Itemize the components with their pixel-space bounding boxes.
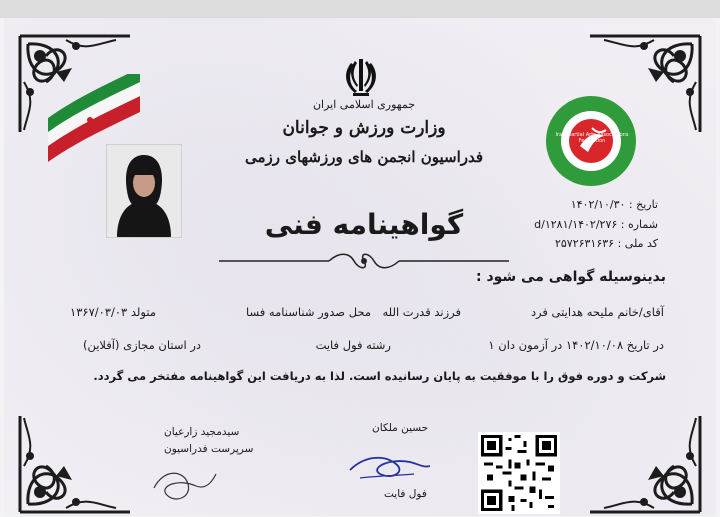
signature-left-icon [144, 458, 224, 513]
birthplace: محل صدور شناسنامه فسا [246, 305, 371, 319]
national-code-label: کد ملی : [617, 237, 658, 250]
signatory-left-role: سرپرست فدراسیون [164, 443, 254, 455]
iran-emblem-icon [339, 55, 383, 99]
province: در استان مجازی (آفلاین) [82, 338, 201, 352]
signature-right-icon [344, 446, 434, 486]
date-value: ۱۴۰۲/۱۰/۳۰ [570, 198, 626, 211]
qr-code-icon [478, 432, 560, 514]
holder-name: آقای/خانم ملیحه هدایتی فرد [530, 305, 664, 319]
exam-info: در تاریخ ۱۴۰۲/۱۰/۰۸ در آزمون دان ۱ [488, 338, 664, 352]
ministry-heading: وزارت ورزش و جوانان [282, 118, 446, 138]
discipline: رشته فول فایت [315, 338, 391, 352]
signatory-right-role: فول فایت [384, 488, 427, 500]
closing-text: شرکت و دوره فوق را با موفقیت به پایان رسانیده است. لذا به دریافت این گواهینامه مفتخر می گردد. [93, 369, 666, 383]
corner-ornament-icon [16, 406, 136, 516]
intro-text: بدینوسیله گواهی می شود : [475, 269, 666, 285]
signatory-left-name: سیدمجید زارعیان [164, 426, 240, 438]
top-strip [0, 0, 720, 18]
corner-ornament-icon [584, 406, 704, 516]
divider-ornament-icon [219, 250, 509, 272]
number-value: ۱۴۰۲/۲۷۶/d/۱۲۸۱ [534, 218, 618, 231]
father-name: فرزند قدرت الله [382, 305, 461, 319]
date-label: تاریخ : [628, 198, 658, 211]
birthdate: متولد ۱۳۶۷/۰۳/۰۳ [70, 305, 156, 319]
national-code-value: ۲۵۷۲۶۳۱۶۳۶ [554, 237, 615, 250]
number-row [478, 218, 658, 231]
applicant-photo [106, 144, 182, 238]
national-code-row [478, 237, 658, 250]
certificate-title: گواهینامه فنی [264, 208, 464, 241]
logo-ring-text: Iran Martial Arts Associations Federation [555, 132, 629, 144]
certificate [4, 18, 716, 516]
federation-heading: فدراسیون انجمن های ورزشهای رزمی [244, 148, 484, 166]
number-label: شماره : [620, 218, 658, 231]
signatory-right-name: حسین ملکان [372, 422, 429, 434]
republic-heading: جمهوری اسلامی ایران [312, 98, 416, 111]
date-row [478, 198, 658, 211]
